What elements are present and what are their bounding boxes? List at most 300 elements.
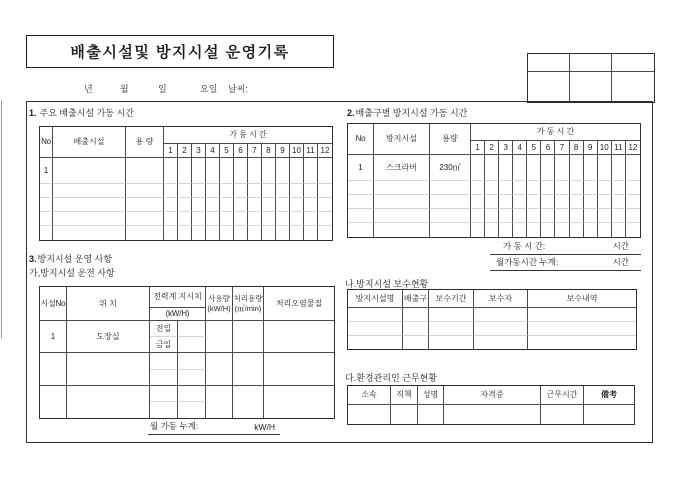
monthly-operating-hours-total-field (490, 257, 641, 271)
capacity-cell (126, 212, 164, 226)
hour-cell (206, 158, 220, 184)
date-line (0, 82, 680, 94)
header-location: 위 치 (67, 287, 150, 321)
facility-cell (374, 209, 430, 223)
hour-cell (234, 158, 248, 184)
hour-cell (290, 212, 304, 226)
hour-header-cell: 10 (290, 144, 304, 158)
hour-cell (555, 155, 569, 181)
hour-cell (527, 155, 541, 181)
hour-cell (471, 209, 485, 223)
hour-cell (290, 158, 304, 184)
hour-cell (570, 181, 584, 195)
table-row (40, 198, 332, 212)
hour-cell (499, 181, 513, 195)
hour-header-cell: 8 (570, 141, 584, 155)
hour-cell (513, 209, 527, 223)
hour-header-cell: 1 (471, 141, 485, 155)
page-edge-line (1, 100, 2, 338)
facility-cell (53, 158, 126, 184)
form-title-box (26, 35, 334, 68)
hour-cell (276, 198, 290, 212)
hour-cell (206, 212, 220, 226)
meter-value-cell (178, 321, 206, 337)
hour-header-cell: 7 (555, 141, 569, 155)
name-cell (418, 405, 444, 424)
hour-cell (527, 209, 541, 223)
hour-header-cell: 12 (626, 141, 640, 155)
hour-header-cell: 5 (220, 144, 234, 158)
hour-cell (485, 209, 499, 223)
hour-cell (192, 212, 206, 226)
facility-cell (53, 212, 126, 226)
hour-cell (612, 223, 626, 237)
hour-cell (248, 212, 262, 226)
section1-label (29, 106, 134, 119)
table-row (348, 195, 640, 209)
section2-title: 배출구별 방지시설 가동 시간 (355, 108, 468, 118)
outlet-prevention-operating-hours-table (347, 123, 641, 238)
hour-cell (262, 212, 276, 226)
outlet-cell (403, 322, 429, 336)
repairer-cell (474, 322, 528, 336)
hour-header-cell: 1 (164, 144, 178, 158)
repairer-cell (474, 336, 528, 349)
table-header-row (348, 386, 634, 405)
certificate-cell (444, 405, 541, 424)
hour-cell (527, 181, 541, 195)
hour-header-cell: 9 (584, 141, 598, 155)
hour-cell (584, 155, 598, 181)
meter-value-cell (178, 353, 206, 370)
hour-cell (584, 195, 598, 209)
hour-cell (626, 195, 640, 209)
hour-cell (192, 226, 206, 240)
meter-value-cell (178, 386, 206, 402)
hour-cell (304, 212, 318, 226)
hour-header-cell: 8 (262, 144, 276, 158)
table-row (348, 223, 640, 237)
today-label-cell (150, 370, 178, 386)
hour-cell (178, 158, 192, 184)
hour-cell (499, 155, 513, 181)
capacity-cell (233, 321, 264, 353)
hour-cell (178, 198, 192, 212)
table-row (40, 226, 332, 240)
table-row (40, 184, 332, 198)
hour-header-cell: 11 (612, 141, 626, 155)
hour-cell (220, 184, 234, 198)
capacity-cell (126, 184, 164, 198)
header-name: 성명 (418, 386, 444, 405)
header-no: No (40, 127, 53, 158)
position-cell (391, 405, 418, 424)
today-label-cell: 금일 (150, 337, 178, 353)
hour-cell (598, 181, 612, 195)
hour-cell (276, 184, 290, 198)
header-treated-pollutant: 처리오염물질 (264, 287, 334, 321)
header-facility: 배출시설 (53, 127, 126, 158)
monthly-operating-hours-unit: 시간 (612, 257, 629, 267)
header-remarks: 備考 (584, 386, 634, 405)
meter-value-cell (178, 370, 206, 386)
hour-cell (541, 209, 555, 223)
table-row (348, 155, 640, 181)
hour-cell (485, 223, 499, 237)
hour-cell (220, 226, 234, 240)
header-affiliation: 소속 (348, 386, 391, 405)
facility-cell (53, 226, 126, 240)
hour-header-cell: 11 (304, 144, 318, 158)
hour-cell (626, 209, 640, 223)
weekday-label: 요일 (200, 84, 218, 94)
header-usage: 사용량 (kW/H) (206, 287, 233, 321)
row-no-cell (348, 181, 374, 195)
hour-cell (290, 198, 304, 212)
outlet-cell (403, 308, 429, 322)
location-cell (67, 386, 150, 418)
hour-cell (598, 155, 612, 181)
hour-header-cell: 7 (248, 144, 262, 158)
operating-hours-total-field (490, 241, 641, 255)
hour-cell (485, 155, 499, 181)
header-repairer: 보수자 (474, 290, 528, 308)
table-header-row (348, 124, 640, 141)
table-row (348, 308, 636, 322)
facility-name-cell (348, 308, 403, 322)
repair-details-cell (528, 336, 636, 349)
hour-header-cell: 9 (276, 144, 290, 158)
header-certificate: 자격증 (444, 386, 541, 405)
hour-cell (276, 212, 290, 226)
hour-cell (234, 198, 248, 212)
header-power-meter: 전력계 지시치 (150, 287, 206, 308)
day-label: 일 (158, 84, 167, 94)
hour-cell (304, 158, 318, 184)
monthly-operation-total-field (148, 420, 280, 435)
hour-cell (164, 212, 178, 226)
hour-cell (164, 226, 178, 240)
hour-cell (527, 195, 541, 209)
hour-cell (304, 226, 318, 240)
hour-cell (598, 209, 612, 223)
monthly-operating-hours-label: 월가동시간 누계: (496, 257, 559, 267)
repairer-cell (474, 308, 528, 322)
hour-cell (318, 212, 332, 226)
section5-label: 다.환경관리인 근무현황 (345, 373, 437, 383)
hour-cell (555, 181, 569, 195)
hour-header-cell: 10 (598, 141, 612, 155)
repair-period-cell (429, 322, 474, 336)
monthly-operation-total-unit: kW/H (254, 422, 275, 432)
hour-cell (178, 184, 192, 198)
hour-cell (178, 226, 192, 240)
table-row (348, 322, 636, 336)
header-capacity: 용 량 (126, 127, 164, 158)
capacity-cell (126, 158, 164, 184)
header-facility: 방지시설 (374, 124, 430, 155)
facility-cell (53, 184, 126, 198)
hour-cell (513, 181, 527, 195)
row-no-cell: 1 (348, 155, 374, 181)
row-no-cell (348, 209, 374, 223)
hour-header-cell: 5 (527, 141, 541, 155)
hour-cell (570, 155, 584, 181)
outlet-cell (403, 336, 429, 349)
facility-no-cell (40, 353, 67, 386)
hour-cell (290, 226, 304, 240)
hour-cell (570, 209, 584, 223)
hour-cell (612, 209, 626, 223)
row-no-cell (348, 195, 374, 209)
monthly-operation-total-label: 월 가동 누계: (150, 421, 199, 431)
prevention-facility-repair-table (347, 289, 637, 350)
hour-cell (178, 212, 192, 226)
hour-cell (262, 184, 276, 198)
hour-cell (192, 184, 206, 198)
header-position: 직책 (391, 386, 418, 405)
hour-cell (318, 184, 332, 198)
usage-cell (206, 386, 233, 418)
hour-cell (262, 226, 276, 240)
prevention-facility-operation-table (39, 286, 335, 419)
row-no-cell (40, 212, 53, 226)
hour-cell (318, 226, 332, 240)
facility-cell (53, 198, 126, 212)
capacity-cell (430, 195, 471, 209)
facility-cell (374, 223, 430, 237)
section2-label (347, 106, 467, 119)
header-capacity: 용량 (430, 124, 471, 155)
hour-cell (248, 226, 262, 240)
facility-cell: 스크라버 (374, 155, 430, 181)
row-no-cell (40, 198, 53, 212)
hour-cell (541, 181, 555, 195)
hour-cell (626, 223, 640, 237)
hour-cell (584, 209, 598, 223)
hour-header-cell: 3 (192, 144, 206, 158)
signature-cell (570, 54, 612, 72)
hour-cell (541, 155, 555, 181)
main-emission-operating-hours-table (39, 126, 333, 241)
section2-number: 2. (347, 108, 355, 118)
month-label: 월 (120, 84, 129, 94)
signature-cell (612, 54, 654, 72)
hour-cell (584, 181, 598, 195)
duty-hours-cell (541, 405, 584, 424)
header-facility-no: 시설No (40, 287, 67, 321)
hour-cell (248, 184, 262, 198)
header-repair-period: 보수기간 (429, 290, 474, 308)
hour-cell (513, 195, 527, 209)
hour-cell (248, 198, 262, 212)
header-duty-hours: 근무시간 (541, 386, 584, 405)
approval-signature-grid (527, 53, 655, 103)
table-row (40, 321, 334, 337)
hour-cell (206, 184, 220, 198)
hour-cell (485, 181, 499, 195)
hour-cell (513, 155, 527, 181)
weather-label: 날씨: (228, 84, 248, 94)
pollutant-cell (264, 353, 334, 386)
capacity-cell (430, 181, 471, 195)
facility-cell (374, 195, 430, 209)
table-header-row (348, 290, 636, 308)
header-power-meter-unit: (kW/H) (150, 308, 206, 321)
prev-day-label-cell (150, 386, 178, 402)
hour-cell (499, 223, 513, 237)
hour-cell (471, 181, 485, 195)
hour-header-cell: 3 (499, 141, 513, 155)
today-label-cell (150, 402, 178, 418)
hour-cell (276, 226, 290, 240)
hour-cell (290, 184, 304, 198)
table-row (40, 353, 334, 370)
signature-cell (528, 54, 570, 72)
hour-cell (220, 158, 234, 184)
usage-cell (206, 321, 233, 353)
location-cell: 도장실 (67, 321, 150, 353)
header-no: No (348, 124, 374, 155)
row-no-cell (40, 226, 53, 240)
hour-header-cell: 4 (513, 141, 527, 155)
hour-header-cell: 12 (318, 144, 332, 158)
environment-manager-duty-table (347, 385, 635, 425)
hour-cell (318, 198, 332, 212)
facility-cell (374, 181, 430, 195)
hour-cell (570, 223, 584, 237)
hour-cell (555, 195, 569, 209)
hour-cell (471, 155, 485, 181)
facility-name-cell (348, 336, 403, 349)
meter-value-cell (178, 337, 206, 353)
hour-cell (471, 195, 485, 209)
hour-cell (248, 158, 262, 184)
hour-header-cell: 6 (541, 141, 555, 155)
hour-cell (626, 155, 640, 181)
operating-hours-label: 가 동 시 간: (503, 241, 546, 251)
hour-cell (234, 184, 248, 198)
hour-cell (206, 226, 220, 240)
hour-cell (164, 158, 178, 184)
hour-cell (220, 212, 234, 226)
remarks-cell (584, 405, 634, 424)
form-title: 배출시설및 방지시설 운영기록 (70, 44, 290, 61)
hour-cell (499, 209, 513, 223)
hour-cell (612, 155, 626, 181)
table-row (348, 181, 640, 195)
operating-hours-unit: 시간 (612, 241, 629, 251)
hour-cell (584, 223, 598, 237)
table-header-row (40, 287, 334, 308)
capacity-cell (233, 386, 264, 418)
facility-no-cell (40, 386, 67, 418)
usage-cell (206, 353, 233, 386)
hour-cell (304, 184, 318, 198)
hour-cell (626, 181, 640, 195)
header-facility-name: 방지시설명 (348, 290, 403, 308)
meter-value-cell (178, 402, 206, 418)
table-row (40, 386, 334, 402)
capacity-cell (430, 209, 471, 223)
table-row (40, 158, 332, 184)
header-outlet: 배출구 (403, 290, 429, 308)
pollutant-cell (264, 321, 334, 353)
signature-header-row (528, 54, 654, 72)
hour-cell (499, 195, 513, 209)
hour-cell (262, 198, 276, 212)
hour-cell (541, 223, 555, 237)
hour-header-cell: 4 (206, 144, 220, 158)
hour-cell (513, 223, 527, 237)
capacity-cell (126, 198, 164, 212)
hour-cell (598, 223, 612, 237)
hour-cell (541, 195, 555, 209)
header-treatment-capacity: 처리용량 (㎥/min) (233, 287, 264, 321)
hour-header-cell: 2 (485, 141, 499, 155)
row-no-cell (40, 184, 53, 198)
hour-cell (318, 158, 332, 184)
facility-no-cell: 1 (40, 321, 67, 353)
hour-header-cell: 2 (178, 144, 192, 158)
section3-number: 3. (29, 254, 37, 264)
hour-cell (555, 223, 569, 237)
facility-name-cell (348, 322, 403, 336)
header-operating-hours: 가 동 시 간 (164, 127, 332, 144)
hour-cell (192, 198, 206, 212)
hour-cell (485, 195, 499, 209)
capacity-cell (126, 226, 164, 240)
header-operating-hours: 가 동 시 간 (471, 124, 640, 141)
prev-day-label-cell (150, 353, 178, 370)
hour-cell (192, 158, 206, 184)
repair-period-cell (429, 336, 474, 349)
section1-title: 주요 배출시설 가동 시간 (39, 108, 134, 118)
hour-cell (206, 198, 220, 212)
hour-cell (276, 158, 290, 184)
hour-cell (527, 223, 541, 237)
affiliation-cell (348, 405, 391, 424)
year-label: 년 (84, 84, 93, 94)
hour-cell (612, 181, 626, 195)
section3-label (29, 252, 112, 265)
hour-cell (164, 184, 178, 198)
header-repair-details: 보수내역 (528, 290, 636, 308)
prev-day-label-cell: 전일 (150, 321, 178, 337)
repair-details-cell (528, 308, 636, 322)
table-row (40, 212, 332, 226)
row-no-cell (348, 223, 374, 237)
hour-cell (164, 198, 178, 212)
table-header-row (40, 127, 332, 144)
repair-period-cell (429, 308, 474, 322)
hour-cell (570, 195, 584, 209)
hour-cell (612, 195, 626, 209)
repair-details-cell (528, 322, 636, 336)
capacity-cell: 230㎥ (430, 155, 471, 181)
capacity-cell (233, 353, 264, 386)
hour-cell (304, 198, 318, 212)
hour-cell (220, 198, 234, 212)
section3-title: 방지시설 운영 사항 (37, 254, 113, 264)
hour-cell (262, 158, 276, 184)
hour-cell (234, 226, 248, 240)
section3-sublabel: 가,방지시설 운전 사항 (29, 268, 115, 278)
table-row (348, 336, 636, 349)
table-row (348, 209, 640, 223)
pollutant-cell (264, 386, 334, 418)
row-no-cell: 1 (40, 158, 53, 184)
